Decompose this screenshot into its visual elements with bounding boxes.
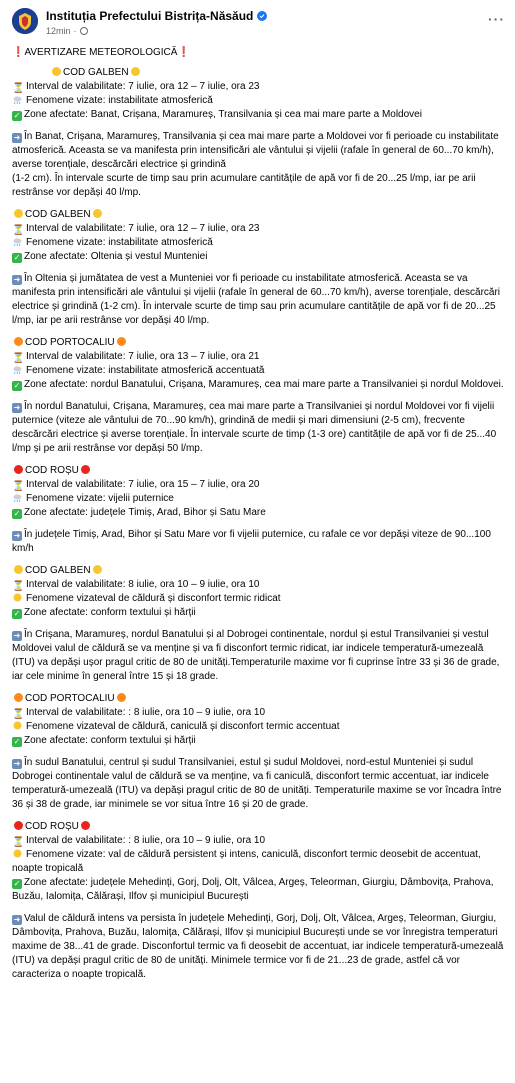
validity-line [12, 834, 504, 848]
phenomena-line [12, 364, 504, 378]
red-circle-icon [14, 821, 23, 830]
details-paragraph [12, 272, 504, 328]
zones-line [12, 250, 504, 264]
zones-line-text: Zone afectate: Banat, Crișana, Maramureș, Transilvania și cea mai mare parte a Moldovei [24, 109, 422, 120]
validity-line [12, 578, 504, 592]
warning-code-label: COD PORTOCALIU [25, 693, 115, 704]
validity-line-text: Interval de valabilitate: 8 iulie, ora 10 – 9 iulie, ora 10 [26, 579, 260, 590]
yellow-circle-icon [93, 209, 102, 218]
orange-circle-icon [117, 693, 126, 702]
warning-code [12, 336, 504, 350]
validity-line-text: Interval de valabilitate: 7 iulie, ora 15 – 7 iulie, ora 20 [26, 479, 260, 490]
validity-line-text: Interval de valabilitate: : 8 iulie, ora 10 – 9 iulie, ora 10 [26, 835, 266, 846]
warning-code [12, 66, 504, 80]
right-arrow-icon: ➜ [13, 275, 21, 284]
rain-cloud-icon [12, 492, 23, 503]
details-paragraph [12, 130, 504, 200]
phenomena-line [12, 848, 504, 876]
phenomena-line [12, 592, 504, 606]
phenomena-line [12, 720, 504, 734]
warning-code-label: COD ROȘU [25, 465, 79, 476]
warning-code-label: COD PORTOCALIU [25, 337, 115, 348]
yellow-circle-icon [14, 565, 23, 574]
warnings-list [12, 66, 504, 990]
more-options-button[interactable]: ··· [488, 11, 505, 27]
hourglass-icon: ⏳ [12, 709, 25, 720]
hourglass-icon: ⏳ [12, 837, 25, 848]
details-paragraph-text: În Crișana, Maramureș, nordul Banatului și al Dobrogei continentale, nordul și estul Transilvaniei și vestul Moldovei valul de căldură se va menține și va fi disconfort termic ridicat, iar indicele temperatură-umezeală (ITU) va depăși ușor pragul critic de 80 de unități.Temperaturile maxime vor fi cuprinse între 33 și 36 de grade, iar cele minime în general între 15 și 18 grade. [12, 629, 500, 682]
warning-code [12, 564, 504, 578]
rain-cloud-icon [12, 364, 23, 375]
details-paragraph-text: În sudul Banatului, centrul și sudul Transilvaniei, estul și sudul Moldovei, nord-estul Munteniei și sudul Dobrogei continentale valul de căldură se va menține, va fi caniculă, disconfort termic accentuat, iar indicele temperatură-umezeală (ITU) va depăși pragul critic de 80 de unități. Temperaturile maxime se vor încadra între 36 și 38 de grade, iar minimele se vor situa între 16 și 20 de grade. [12, 757, 502, 810]
details-paragraph-text: În Banat, Crișana, Maramureș, Transilvania și cea mai mare parte a Moldovei vor fi perioade cu instabilitate atmosferică. Aceasta se va manifesta prin intensificări ale vântului și vijelii (rafale în general de 60...70 km/h), averse torențiale, descărcări electrice și grindină (1-2 cm). În intervale scurte de timp sau prin acumulare cantitățile de apă vor fi de 20...25 l/mp, iar pe arii restrânse vor depăși 40 l/mp. [12, 131, 499, 198]
warning-block [12, 336, 504, 464]
zones-line-text: Zone afectate: județele Mehedinți, Gorj, Dolj, Olt, Vâlcea, Argeș, Teleorman, Giurgiu, Dâmbovița, Prahova, Buzău, Ialomița, Călărași, Ilfov și municipiul București [12, 877, 494, 902]
hourglass-icon: ⏳ [12, 225, 25, 236]
hourglass-icon: ⏳ [12, 83, 25, 94]
coat-of-arms-icon [12, 8, 38, 34]
zones-line-text: Zone afectate: conform textului și hărții [24, 607, 196, 618]
page-avatar[interactable] [12, 8, 38, 34]
zones-line [12, 734, 504, 748]
details-paragraph-text: În județele Timiș, Arad, Bihor și Satu Mare vor fi vijelii puternice, cu rafale ce vor depăși viteze de 90...100 km/h [12, 529, 491, 554]
phenomena-line-text: Fenomene vizateval de căldură, caniculă și disconfort termic accentuat [26, 721, 340, 732]
check-mark-icon: ✓ [13, 737, 21, 746]
validity-line [12, 80, 504, 94]
check-mark-icon: ✓ [13, 879, 21, 888]
check-mark-icon: ✓ [13, 111, 21, 120]
phenomena-line [12, 236, 504, 250]
validity-line-text: Interval de valabilitate: 7 iulie, ora 13 – 7 iulie, ora 21 [26, 351, 260, 362]
exclamation-icon: ❗ [12, 47, 25, 58]
exclamation-icon: ❗ [177, 47, 190, 58]
right-arrow-icon: ➜ [13, 631, 21, 640]
verified-badge-icon [257, 11, 267, 21]
validity-line [12, 222, 504, 236]
check-mark-icon: ✓ [13, 381, 21, 390]
post-time[interactable]: 12min [46, 26, 71, 36]
separator-dot: · [73, 26, 77, 36]
warning-code [12, 464, 504, 478]
details-paragraph [12, 628, 504, 684]
warning-code [12, 820, 504, 834]
sun-icon [12, 592, 23, 603]
rain-cloud-icon [12, 236, 23, 247]
zones-line [12, 876, 504, 904]
yellow-circle-icon [93, 565, 102, 574]
post-header [0, 0, 515, 44]
warning-block [12, 464, 504, 564]
phenomena-line-text: Fenomene vizate: instabilitate atmosferică [26, 237, 213, 248]
zones-line [12, 506, 504, 520]
red-circle-icon [14, 465, 23, 474]
right-arrow-icon: ➜ [13, 403, 21, 412]
warning-block [12, 820, 504, 990]
warning-block [12, 692, 504, 820]
globe-icon [80, 27, 88, 35]
warning-code-label: COD GALBEN [25, 565, 91, 576]
orange-circle-icon [117, 337, 126, 346]
orange-circle-icon [14, 693, 23, 702]
check-mark-icon: ✓ [13, 509, 21, 518]
sun-icon [12, 720, 23, 731]
validity-line [12, 706, 504, 720]
warning-code-label: COD GALBEN [63, 67, 129, 78]
zones-line [12, 606, 504, 620]
phenomena-line-text: Fenomene vizate: instabilitate atmosferică [26, 95, 213, 106]
phenomena-line [12, 492, 504, 506]
yellow-circle-icon [52, 67, 61, 76]
validity-line-text: Interval de valabilitate: 7 iulie, ora 12 – 7 iulie, ora 23 [26, 81, 260, 92]
post-body [12, 46, 504, 990]
hourglass-icon: ⏳ [12, 581, 25, 592]
check-mark-icon: ✓ [13, 609, 21, 618]
right-arrow-icon: ➜ [13, 759, 21, 768]
warning-block [12, 208, 504, 336]
post-title: AVERTIZARE METEOROLOGICĂ [24, 47, 178, 58]
zones-line-text: Zone afectate: nordul Banatului, Crișana, Maramureș, cea mai mare parte a Transilvaniei și nordul Moldovei. [24, 379, 504, 390]
validity-line-text: Interval de valabilitate: : 8 iulie, ora 10 – 9 iulie, ora 10 [26, 707, 266, 718]
details-paragraph [12, 912, 504, 982]
red-circle-icon [81, 821, 90, 830]
sun-icon [12, 848, 23, 859]
check-mark-icon: ✓ [13, 253, 21, 262]
zones-line-text: Zone afectate: conform textului și hărții [24, 735, 196, 746]
zones-line-text: Zone afectate: Oltenia și vestul Munteniei [24, 251, 208, 262]
details-paragraph-text: Valul de căldură intens va persista în județele Mehedinți, Gorj, Dolj, Olt, Vâlcea, Argeș, Teleorman, Giurgiu, Dâmbovița, Prahova, Buzău, Ialomița, Călărași, Ilfov și municipiul București unde se vor înregistra temperaturi maxime de 38...41 de grade. Disconfortul termic va fi deosebit de accentuat, iar indicele temperatură-umezeală (ITU) va depăși pragul critic de 80 de unități. Minimele termice vor fi de 21...23 de grade, astfel că vor caracteriza o noapte tropicală. [12, 913, 504, 980]
orange-circle-icon [14, 337, 23, 346]
details-paragraph-text: În nordul Banatului, Crișana, Maramureș, cea mai mare parte a Transilvaniei și nordul Moldovei vor fi vijelii puternice (viteze ale vântului de 70...90 km/h), grindină de medii și mari dimensiuni (2-5 cm), frecvente descărcări electrice și averse torențiale. În intervale scurte de timp (1-3 ore) cantitățile de apă vor fi de 25...40 l/mp și pe arii restrânse vor depăși 50 l/mp. [12, 401, 497, 454]
rain-cloud-icon [12, 94, 23, 105]
warning-block [12, 66, 504, 208]
warning-code [12, 208, 504, 222]
yellow-circle-icon [14, 209, 23, 218]
phenomena-line-text: Fenomene vizate: instabilitate atmosferică accentuată [26, 365, 265, 376]
zones-line-text: Zone afectate: județele Timiș, Arad, Bihor și Satu Mare [24, 507, 266, 518]
right-arrow-icon: ➜ [13, 915, 21, 924]
validity-line-text: Interval de valabilitate: 7 iulie, ora 12 – 7 iulie, ora 23 [26, 223, 260, 234]
right-arrow-icon: ➜ [13, 531, 21, 540]
phenomena-line [12, 94, 504, 108]
details-paragraph [12, 756, 504, 812]
phenomena-line-text: Fenomene vizateval de căldură și disconfort termic ridicat [26, 593, 281, 604]
hourglass-icon: ⏳ [12, 481, 25, 492]
phenomena-line-text: Fenomene vizate: val de căldură persistent și intens, caniculă, disconfort termic deosebit de accentuat, noapte tropicală [12, 849, 481, 874]
zones-line [12, 108, 504, 122]
post-title-line [12, 46, 504, 60]
red-circle-icon [81, 465, 90, 474]
zones-line [12, 378, 504, 392]
hourglass-icon: ⏳ [12, 353, 25, 364]
page-name[interactable]: Instituția Prefectului Bistrița-Năsăud [46, 9, 254, 23]
yellow-circle-icon [131, 67, 140, 76]
warning-code-label: COD GALBEN [25, 209, 91, 220]
right-arrow-icon: ➜ [13, 133, 21, 142]
validity-line [12, 350, 504, 364]
details-paragraph [12, 400, 504, 456]
warning-code-label: COD ROȘU [25, 821, 79, 832]
details-paragraph-text: În Oltenia și jumătatea de vest a Munteniei vor fi perioade cu instabilitate atmosferică. Aceasta se va manifesta prin intensificări ale vântului și vijelii (rafale în general de 60...70 km/h), averse torențiale, descărcări electrice și grindină (1-2 cm). În intervale scurte de timp sau prin acumulare cantitățile de apă vor fi de 20...25 l/mp, iar pe arii restrânse vor depăși 40 l/mp. [12, 273, 501, 326]
warning-code [12, 692, 504, 706]
validity-line [12, 478, 504, 492]
details-paragraph [12, 528, 504, 556]
warning-block [12, 564, 504, 692]
phenomena-line-text: Fenomene vizate: vijelii puternice [26, 493, 174, 504]
